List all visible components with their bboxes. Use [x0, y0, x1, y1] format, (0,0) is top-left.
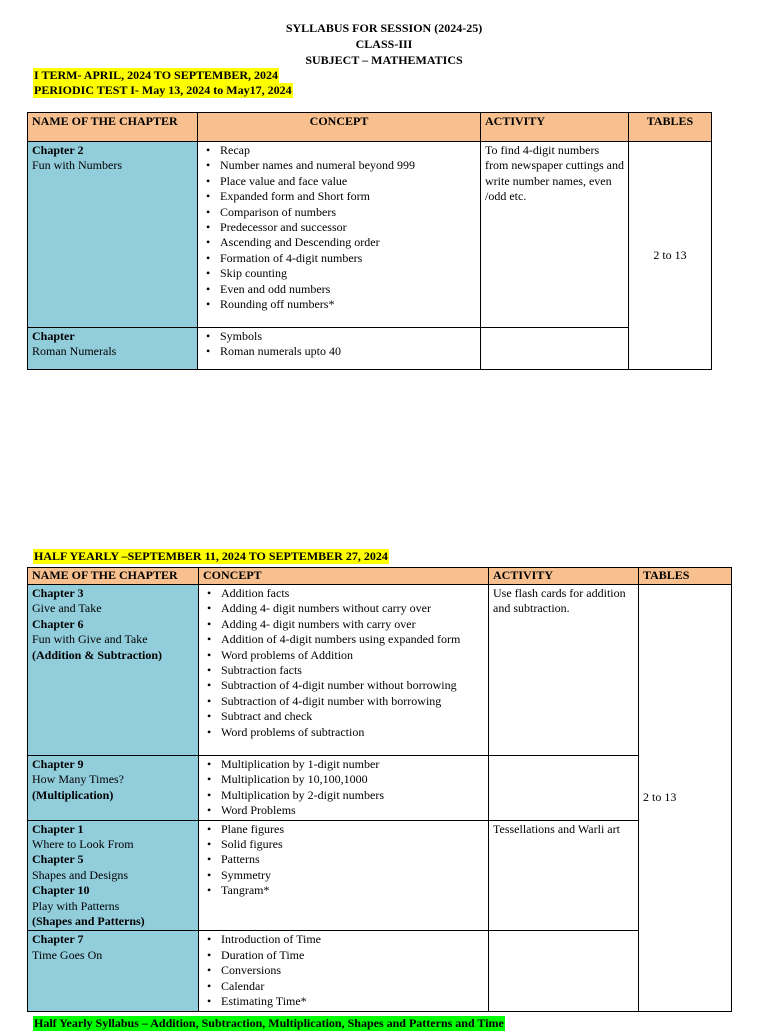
- list-item: • Multiplication by 2-digit numbers: [221, 788, 484, 803]
- term1-syllabus-table: [27, 112, 712, 370]
- concept-cell: [199, 820, 489, 931]
- list-item: • Subtraction facts: [221, 663, 484, 678]
- chapter-name: Give and Take: [32, 601, 102, 616]
- concept-list: [202, 329, 476, 360]
- table-row: [28, 585, 732, 756]
- chapter-group: (Addition & Subtraction): [32, 647, 163, 662]
- chapter-cell: [28, 585, 199, 756]
- col-header-concept: CONCEPT: [199, 568, 489, 585]
- concept-list: [203, 586, 484, 740]
- list-item: • Skip counting: [220, 266, 476, 281]
- list-item: • Number names and numeral beyond 999: [220, 158, 476, 173]
- list-item: • Patterns: [221, 852, 484, 867]
- syllabus-title: SYLLABUS FOR SESSION (2024-25): [285, 21, 483, 35]
- list-item: • Word problems of Addition: [221, 648, 484, 663]
- half-yearly-syllabus-table: [27, 567, 732, 1012]
- list-item: • Plane figures: [221, 822, 484, 837]
- chapter-name: Roman Numerals: [32, 344, 117, 359]
- col-header-activity: ACTIVITY: [481, 113, 629, 142]
- chapter-cell: [28, 142, 198, 328]
- chapter-name: Fun with Numbers: [32, 158, 122, 173]
- list-item: • Formation of 4-digit numbers: [220, 251, 476, 266]
- list-item: • Subtraction of 4-digit number with borrowing: [221, 694, 484, 709]
- list-item: • Comparison of numbers: [220, 205, 476, 220]
- half-yearly-highlight: HALF YEARLY –SEPTEMBER 11, 2024 TO SEPTEMBER 27, 2024: [34, 549, 388, 563]
- list-item: • Symmetry: [221, 868, 484, 883]
- half-yearly-syllabus-note: Half Yearly Syllabus – Addition, Subtraction, Multiplication, Shapes and Patterns and Time: [34, 1016, 504, 1030]
- chapter-group: (Shapes and Patterns): [32, 914, 145, 929]
- list-item: • Ascending and Descending order: [220, 235, 476, 250]
- list-item: • Symbols: [220, 329, 476, 344]
- list-item: • Adding 4- digit numbers with carry over: [221, 617, 484, 632]
- list-item: • Word Problems: [221, 803, 484, 818]
- list-item: • Addition of 4-digit numbers using expanded form: [221, 632, 484, 647]
- col-header-chapter: NAME OF THE CHAPTER: [28, 113, 198, 142]
- list-item: • Adding 4- digit numbers without carry over: [221, 601, 484, 616]
- table-row: [28, 328, 712, 370]
- list-item: • Estimating Time*: [221, 994, 484, 1009]
- activity-cell: [489, 756, 639, 821]
- table-row: [28, 931, 732, 1011]
- list-item: • Addition facts: [221, 586, 484, 601]
- col-header-tables: TABLES: [629, 113, 712, 142]
- table-row: [28, 756, 732, 821]
- tables-cell: 2 to 13: [629, 142, 712, 370]
- chapter-number: Chapter 10: [32, 883, 90, 898]
- chapter-number: Chapter 1: [32, 821, 84, 836]
- chapter-number: Chapter: [32, 329, 75, 343]
- activity-cell: Use flash cards for addition and subtraction.: [489, 585, 639, 756]
- chapter-number: Chapter 5: [32, 852, 84, 867]
- list-item: • Expanded form and Short form: [220, 189, 476, 204]
- list-item: • Multiplication by 10,100,1000: [221, 772, 484, 787]
- list-item: • Place value and face value: [220, 174, 476, 189]
- col-header-concept: CONCEPT: [198, 113, 481, 142]
- concept-cell: [198, 328, 481, 370]
- chapter-cell: [28, 328, 198, 370]
- chapter-name: Play with Patterns: [32, 898, 120, 913]
- concept-cell: [199, 931, 489, 1011]
- chapter-number: Chapter 9: [32, 757, 84, 771]
- concept-cell: [198, 142, 481, 328]
- activity-cell: [489, 931, 639, 1011]
- subject-title: SUBJECT – MATHEMATICS: [305, 53, 463, 67]
- list-item: • Conversions: [221, 963, 484, 978]
- chapter-number: Chapter 3: [32, 586, 84, 600]
- list-item: • Solid figures: [221, 837, 484, 852]
- list-item: • Multiplication by 1-digit number: [221, 757, 484, 772]
- chapter-number: Chapter 6: [32, 616, 84, 631]
- chapter-name: Shapes and Designs: [32, 867, 128, 882]
- list-item: • Duration of Time: [221, 948, 484, 963]
- chapter-number: Chapter 2: [32, 143, 84, 157]
- chapter-name: Fun with Give and Take: [32, 632, 148, 647]
- list-item: • Subtraction of 4-digit number without borrowing: [221, 678, 484, 693]
- list-item: • Recap: [220, 143, 476, 158]
- list-item: • Subtract and check: [221, 709, 484, 724]
- concept-cell: [199, 585, 489, 756]
- table-row: [28, 820, 732, 931]
- chapter-name: How Many Times?: [32, 772, 125, 787]
- chapter-cell: [28, 756, 199, 821]
- chapter-name: Where to Look From: [32, 837, 134, 852]
- col-header-activity: ACTIVITY: [489, 568, 639, 585]
- chapter-cell: [28, 931, 199, 1011]
- activity-cell: Tessellations and Warli art: [489, 820, 639, 931]
- list-item: • Tangram*: [221, 883, 484, 898]
- chapter-cell: [28, 820, 199, 931]
- list-item: • Calendar: [221, 979, 484, 994]
- col-header-chapter: NAME OF THE CHAPTER: [28, 568, 199, 585]
- periodic-test-highlight: PERIODIC TEST I- May 13, 2024 to May17, 2024: [34, 83, 292, 97]
- activity-cell: [481, 328, 629, 370]
- chapter-group: (Multiplication): [32, 787, 114, 802]
- chapter-name: Time Goes On: [32, 947, 103, 962]
- list-item: • Roman numerals upto 40: [220, 344, 476, 359]
- chapter-number: Chapter 7: [32, 932, 84, 947]
- term-highlight: I TERM- APRIL, 2024 TO SEPTEMBER, 2024: [34, 68, 279, 82]
- concept-cell: [199, 756, 489, 821]
- list-item: • Word problems of subtraction: [221, 725, 484, 740]
- table-row: [28, 142, 712, 328]
- concept-list: [203, 757, 484, 819]
- activity-cell: To find 4-digit numbers from newspaper cuttings and write number names, even /odd etc.: [481, 142, 629, 328]
- concept-list: [203, 932, 484, 1009]
- col-header-tables: TABLES: [639, 568, 732, 585]
- class-title: CLASS-III: [355, 37, 413, 51]
- concept-list: [203, 822, 484, 899]
- concept-list: [202, 143, 476, 312]
- list-item: • Rounding off numbers*: [220, 297, 476, 312]
- list-item: • Introduction of Time: [221, 932, 484, 947]
- list-item: • Even and odd numbers: [220, 282, 476, 297]
- list-item: • Predecessor and successor: [220, 220, 476, 235]
- tables-cell: 2 to 13: [639, 585, 732, 1012]
